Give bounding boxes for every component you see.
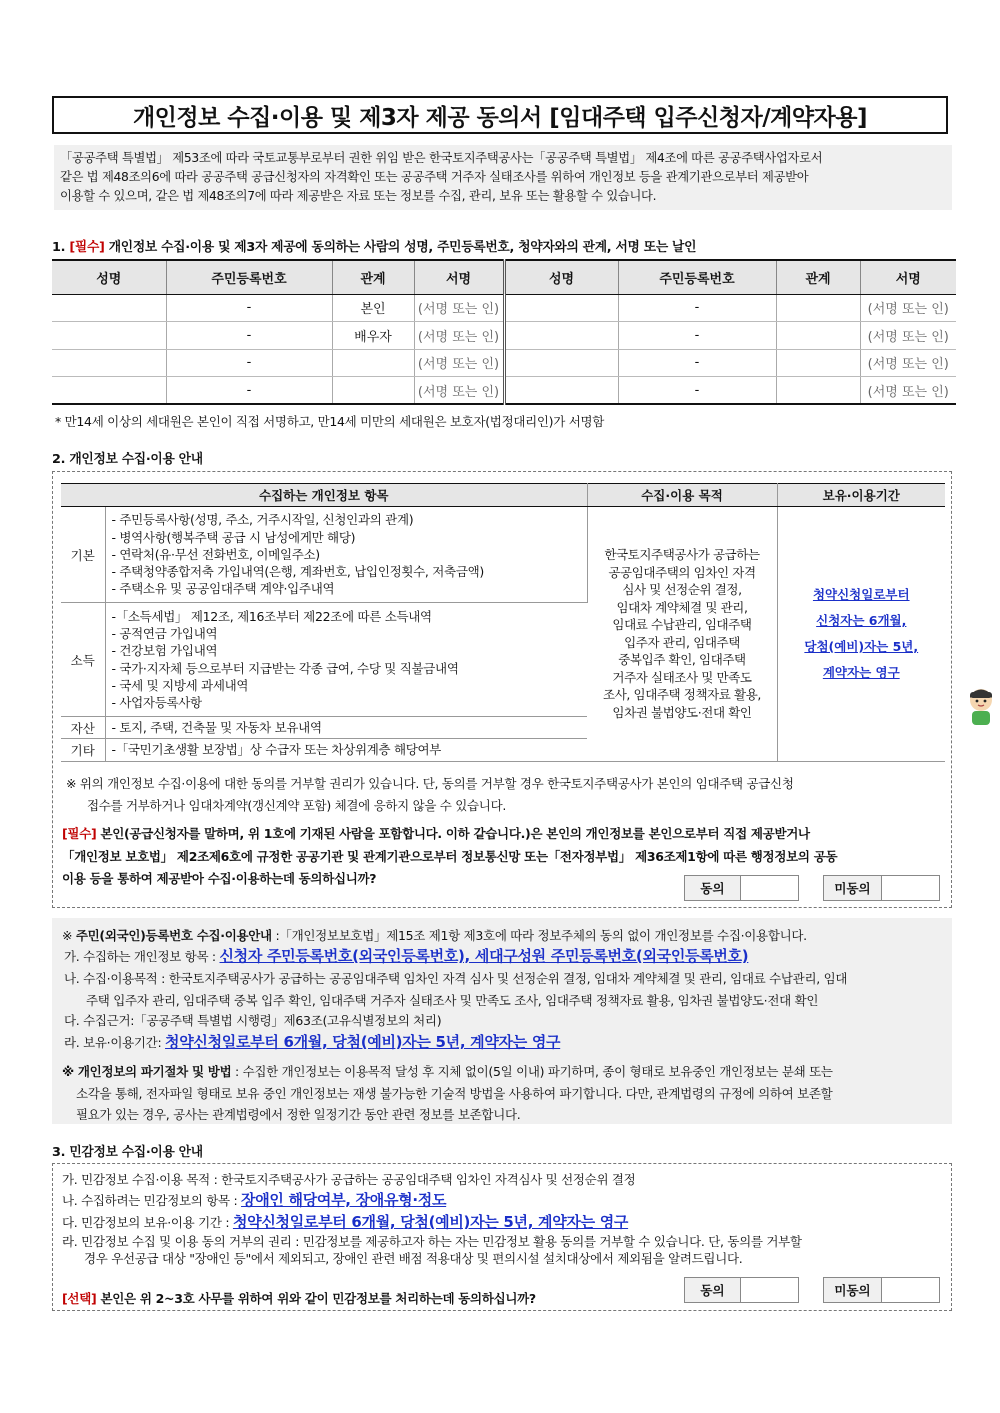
purpose-cell: 한국토지주택공사가 공급하는 공공임대주택의 임차인 자격 심사 및 선정순위 결정, 임대차 계약체결 및 관리, 임대료 수납관리, 임대주택 입주자 관리, 임대주택 중복입주 확인, 임대주택 거주자 실태조사 및 만족도 조사, 임대주택 정책자료 활용, 임차권 불법양도·전대 확인: [587, 507, 777, 762]
name-field[interactable]: [504, 294, 618, 322]
col-rrn: 주민등록번호: [166, 260, 332, 294]
col-rrn: 주민등록번호: [618, 260, 776, 294]
refusal-note: ※ 위의 개인정보 수집·이용에 대한 동의를 거부할 권리가 있습니다. 단, 동의를 거부할 경우 한국토지주택공사가 본인의 임대주택 공급신청 접수를 거부하거나 임대차계약(갱신계약 포함) 체결에 응하지 않을 수 있습니다.: [66, 776, 794, 813]
table-row: [52, 322, 956, 350]
rrn-item-b: 나. 수집·이용목적 : 한국토지주택공사가 공급하는 공공임대주택 임차인 자격 심사 및 선정순위 결정, 임대차 계약체결 및 관리, 임대료 수납관리, 임대 주택 입주자 관리, 임대주택 중복 입주 확인, 임대주택 거주자 실태조사 및 만족도 조사, 임대주택 정책자료 활용, 임차권 불법양도·전대 확인: [64, 971, 848, 1008]
rrn-field[interactable]: -: [618, 322, 776, 350]
period-cell: 청약신청일로부터 신청자는 6개월, 당첨(예비)자는 5년, 계약자는 영구: [777, 507, 945, 762]
signature-note: * 만14세 이상의 세대원은 본인이 직접 서명하고, 만14세 미만의 세대원은 보호자(법정대리인)가 서명함: [55, 414, 605, 429]
agree-checkbox[interactable]: [741, 1278, 798, 1302]
name-field[interactable]: [52, 294, 166, 322]
rrn-field[interactable]: -: [166, 349, 332, 377]
col-relation: 관계: [776, 260, 860, 294]
disagree-option: [823, 875, 940, 901]
rrn-field[interactable]: -: [166, 322, 332, 350]
sensitive-item-c: 다. 민감정보의 보유·이용 기간 : 청약신청일로부터 6개월, 당첨(예비)자는 5년, 계약자는 영구: [62, 1213, 629, 1231]
disagree-label: 미동의: [824, 1278, 882, 1302]
name-field[interactable]: [504, 322, 618, 350]
item-list: -「국민기초생활 보장법」상 수급자 또는 차상위계층 해당여부: [105, 739, 587, 761]
relation-cell: 배우자: [332, 322, 414, 350]
avatar-icon[interactable]: [966, 686, 996, 726]
relation-field[interactable]: [776, 322, 860, 350]
relation-field[interactable]: [776, 349, 860, 377]
rrn-item-c: 다. 수집근거:「공공주택 특별법 시행령」제63조(고유식별정보의 처리): [64, 1013, 442, 1028]
disagree-checkbox[interactable]: [882, 1278, 939, 1302]
section3-title: 3. 민감정보 수집·이용 안내: [52, 1145, 203, 1160]
col-signature: 서명: [414, 260, 504, 294]
rrn-field[interactable]: -: [166, 377, 332, 405]
item-list: - 주민등록사항(성명, 주소, 거주시작일, 신청인과의 관계) - 병역사항(행복주택 공급 시 남성에게만 해당) - 연락처(유·무선 전화번호, 이메일주소) - 주택청약종합저축 가입내역(은행, 계좌번호, 납입인정횟수, 저축금액) - 주택소유 및 공공임대주택 계약·입주내역: [105, 507, 587, 603]
sensitive-item-d: 라. 민감정보 수집 및 이용 동의 거부의 권리 : 민감정보를 제공하고자 하는 자는 민감정보 활용 동의를 거부할 수 있습니다. 단, 동의를 거부할 경우 우선공급 대상 "장애인 등"에서 제외되고, 장애인 관련 배점 적용대상 및 편의시설 설치대상에서 제외됨을 알려드립니다.: [62, 1234, 802, 1266]
col-name: 성명: [504, 260, 618, 294]
col-period: 보유·이용기간: [777, 484, 945, 507]
collection-table-header: [61, 484, 945, 507]
sensitive-item-a: 가. 민감정보 수집·이용 목적 : 한국토지주택공사가 공급하는 공공임대주택 임차인 자격심사 및 선정순위 결정: [62, 1172, 636, 1187]
col-name: 성명: [52, 260, 166, 294]
sensitive-item-b: 나. 수집하려는 민감정보의 항목 : 장애인 해당여부, 장애유형·정도: [62, 1191, 447, 1209]
agree-option: [684, 875, 799, 901]
item-list: - 토지, 주택, 건축물 및 자동차 보유내역: [105, 717, 587, 739]
category-basic: 기본: [61, 507, 105, 603]
category-other: 기타: [61, 739, 105, 761]
sensitive-disagree-option: [823, 1277, 940, 1303]
signature-field[interactable]: (서명 또는 인): [860, 377, 956, 405]
intro-line: 「공공주택 특별법」 제53조에 따라 국토교통부로부터 권한 위임 받은 한국토지주택공사는「공공주택 특별법」 제4조에 따른 공공주택사업자로서: [60, 151, 823, 165]
sensitive-agree-option: [684, 1277, 799, 1303]
signature-field[interactable]: (서명 또는 인): [414, 377, 504, 405]
name-field[interactable]: [52, 322, 166, 350]
signature-table-header: [52, 260, 956, 294]
agree-label: 동의: [685, 1278, 741, 1302]
disagree-checkbox[interactable]: [882, 876, 939, 900]
rrn-field[interactable]: -: [166, 294, 332, 322]
col-signature: 서명: [860, 260, 956, 294]
signature-table: [52, 259, 956, 405]
sensitive-consent-question: [선택] 본인은 위 2~3호 사무를 위하여 위와 같이 민감정보를 처리하는데 동의하십니까?: [62, 1291, 536, 1306]
intro-line: 이용할 수 있으며, 같은 법 제48조의7에 따라 제공받은 자료 또는 정보를 수집, 관리, 보유 또는 활용할 수 있습니다.: [60, 189, 657, 203]
col-items: 수집하는 개인정보 항목: [61, 484, 587, 507]
signature-field[interactable]: (서명 또는 인): [414, 349, 504, 377]
rrn-item-d: 라. 보유·이용기간: 청약신청일로부터 6개월, 당첨(예비)자는 5년, 계약자는 영구: [64, 1033, 561, 1051]
table-row: [52, 349, 956, 377]
section2-title: 2. 개인정보 수집·이용 안내: [52, 452, 203, 467]
relation-field[interactable]: [332, 349, 414, 377]
disagree-label: 미동의: [824, 876, 882, 900]
agree-label: 동의: [685, 876, 741, 900]
category-income: 소득: [61, 603, 105, 717]
table-row: [52, 294, 956, 322]
relation-cell: 본인: [332, 294, 414, 322]
item-list: -「소득세법」 제12조, 제16조부터 제22조에 따른 소득내역 - 공적연금 가입내역 - 건강보험 가입내역 - 국가·지자체 등으로부터 지급받는 각종 급여, 수당 및 직불금내역 - 국세 및 지방세 과세내역 - 사업자등록사항: [105, 603, 587, 717]
section1-title: 1. [필수] 개인정보 수집·이용 및 제3자 제공에 동의하는 사람의 성명, 주민등록번호, 청약자와의 관계, 서명 또는 날인: [52, 240, 697, 255]
rrn-heading: ※ 주민(외국인)등록번호 수집·이용안내 :「개인정보보호법」제15조 제1항 제3호에 따라 정보주체의 동의 없이 개인정보를 수집·이용합니다.: [62, 928, 807, 943]
required-tag: [필수]: [62, 826, 97, 841]
col-relation: 관계: [332, 260, 414, 294]
rrn-item-a: 가. 수집하는 개인정보 항목 : 신청자 주민등록번호(외국인등록번호), 세대구성원 주민등록번호(외국인등록번호): [64, 947, 749, 965]
rrn-field[interactable]: -: [618, 377, 776, 405]
intro-paragraph: [54, 145, 952, 210]
name-field[interactable]: [52, 349, 166, 377]
signature-field[interactable]: (서명 또는 인): [414, 294, 504, 322]
rrn-field[interactable]: -: [618, 349, 776, 377]
relation-field[interactable]: [776, 377, 860, 405]
table-row: [52, 377, 956, 405]
consent-question: [필수] 본인(공급신청자를 말하며, 위 1호에 기재된 사람을 포함합니다. 이하 같습니다.)은 본인의 개인정보를 본인으로부터 직접 제공받거나 「개인정보 보호법」 제2조제6호에 규정한 공공기관 및 관계기관으로부터 정보통신망 또는「전자정부법」 제36조제1항에 따른 행정정보의 공동 이용 등을 통하여 제공받아 수집·이용하는데 동의하십니까?: [62, 826, 838, 886]
required-tag: [필수]: [69, 240, 105, 255]
col-purpose: 수집·이용 목적: [587, 484, 777, 507]
name-field[interactable]: [504, 377, 618, 405]
signature-field[interactable]: (서명 또는 인): [860, 349, 956, 377]
relation-field[interactable]: [776, 294, 860, 322]
optional-tag: [선택]: [62, 1291, 97, 1306]
rrn-field[interactable]: -: [618, 294, 776, 322]
document-title: 개인정보 수집·이용 및 제3자 제공 동의서 [임대주택 입주신청자/계약자용]: [52, 96, 948, 134]
intro-line: 같은 법 제48조의6에 따라 공공주택 공급신청자의 자격확인 또는 공공주택 거주자 실태조사를 위하여 개인정보 등을 관계기관으로부터 제공받아: [60, 170, 809, 184]
signature-field[interactable]: (서명 또는 인): [860, 294, 956, 322]
collection-table: [61, 483, 945, 762]
relation-field[interactable]: [332, 377, 414, 405]
agree-checkbox[interactable]: [741, 876, 798, 900]
category-assets: 자산: [61, 717, 105, 739]
signature-field[interactable]: (서명 또는 인): [860, 322, 956, 350]
name-field[interactable]: [52, 377, 166, 405]
signature-field[interactable]: (서명 또는 인): [414, 322, 504, 350]
table-row: [61, 507, 945, 603]
destroy-procedure: ※ 개인정보의 파기절차 및 방법 : 수집한 개인정보는 이용목적 달성 후 지체 없이(5일 이내) 파기하며, 종이 형태로 보유중인 개인정보는 분쇄 또는 소각을 통해, 전자파일 형태로 보유 중인 개인정보는 재생 불가능한 기술적 방법을 사용하여 파기합니다. 다만, 관계법령의 규정에 의하여 보존할 필요가 있는 경우, 공사는 관계법령에서 정한 일정기간 동안 관련 정보를 보존합니다.: [62, 1064, 833, 1122]
name-field[interactable]: [504, 349, 618, 377]
